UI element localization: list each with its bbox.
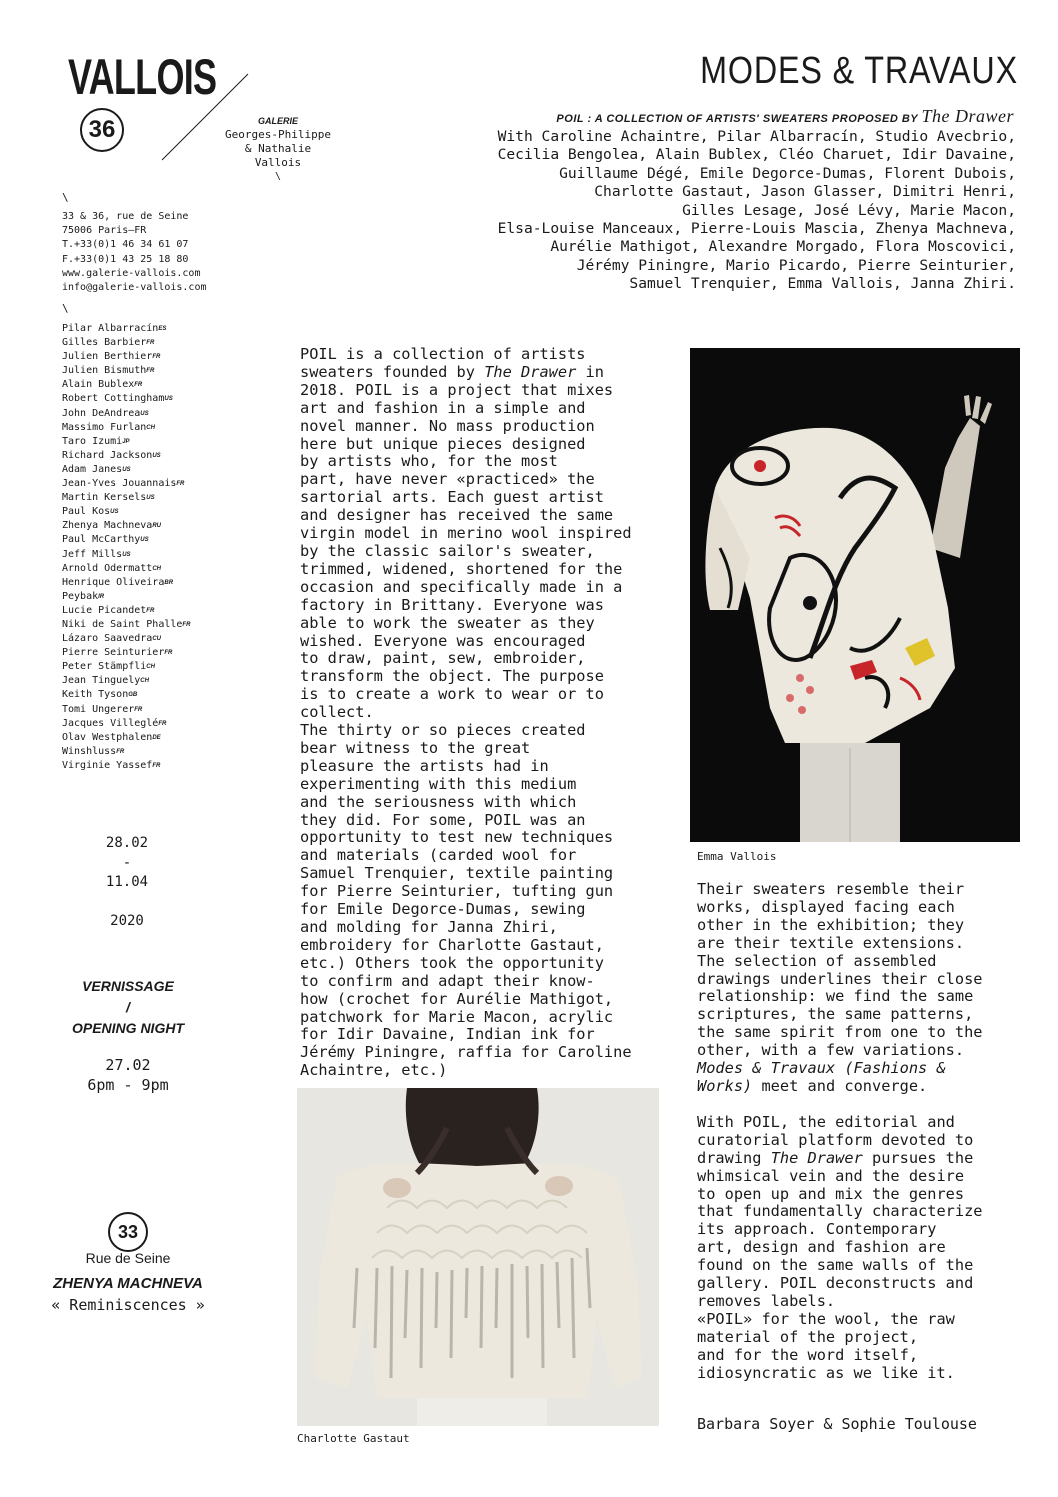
artist-list-item bbox=[62, 576, 190, 590]
artist-country-code: FR bbox=[152, 354, 161, 361]
artist-name: Alain Bublex bbox=[62, 379, 135, 391]
artist-country-code: IR bbox=[98, 593, 105, 600]
galerie-name-1: Georges-Philippe bbox=[225, 128, 331, 141]
artists-line: With Caroline Achaintre, Pilar Albarracín, Studio Avecbrio, bbox=[497, 128, 1016, 145]
artist-name: Jeff Mills bbox=[62, 548, 123, 560]
phone-number: T.+33(0)1 46 34 61 07 bbox=[62, 239, 189, 251]
fax-number: F.+33(0)1 43 25 18 80 bbox=[62, 253, 189, 265]
galerie-block bbox=[218, 114, 338, 184]
exhibition-dates bbox=[62, 834, 192, 931]
text-run: With POIL, the editorial and curatorial platform devoted to drawing bbox=[697, 1112, 974, 1167]
subtitle-prefix: POIL : A COLLECTION OF ARTISTS' SWEATERS PROPOSED BY bbox=[556, 113, 918, 125]
date-start: 28.02 bbox=[105, 835, 149, 851]
vernissage-line-2: / bbox=[126, 999, 130, 1015]
artist-name: Jean-Yves Jouannais bbox=[62, 478, 177, 490]
artist-list-item bbox=[62, 336, 190, 350]
artist-list-item bbox=[62, 632, 190, 646]
text-run: Their sweaters resemble their works, displayed facing each other in the exhibition; they are their textile extensions. The selection of assembled drawings underlines their close relationship: we find the same scriptures, the same patterns, the same spirit from one to the other, with a few variations. bbox=[697, 880, 983, 1060]
artist-list-item bbox=[62, 449, 190, 463]
artist-list-item bbox=[62, 463, 190, 477]
artist-list-item bbox=[62, 435, 190, 449]
gallery-artist-list bbox=[62, 322, 190, 773]
artist-list-item bbox=[62, 717, 190, 731]
artist-list-item bbox=[62, 519, 190, 533]
artist-list-item bbox=[62, 562, 190, 576]
artists-line: Aurélie Mathigot, Alexandre Morgado, Flora Moscovici, bbox=[550, 238, 1016, 256]
artist-name: Julien Bismuth bbox=[62, 365, 147, 377]
artist-country-code: FR bbox=[158, 720, 167, 727]
vernissage-line-1: VERNISSAGE bbox=[82, 978, 174, 994]
body-paragraph-4 bbox=[697, 1114, 1027, 1383]
exhibition-subtitle bbox=[556, 106, 1014, 127]
artist-country-code: FR bbox=[134, 382, 143, 389]
other-show-title: « Reminiscences » bbox=[51, 1296, 205, 1314]
photo-charlotte-gastaut-sweater bbox=[297, 1088, 659, 1426]
artist-list-item bbox=[62, 590, 190, 604]
body-text-column-2 bbox=[697, 881, 1027, 1382]
artist-country-code: US bbox=[140, 410, 149, 417]
artist-name: Adam Janes bbox=[62, 463, 123, 475]
artist-name: Paul Kos bbox=[62, 506, 111, 518]
contact-tick-2: \ bbox=[62, 302, 69, 316]
artist-list-item bbox=[62, 477, 190, 491]
exhibition-title: MODES & TRAVAUX bbox=[700, 50, 1018, 92]
artist-country-code: FR bbox=[134, 706, 143, 713]
artist-name: Zhenya Machneva bbox=[62, 520, 153, 532]
artist-name: Richard Jackson bbox=[62, 449, 153, 461]
artist-country-code: JP bbox=[122, 438, 130, 445]
text-run-italic: The Drawer bbox=[484, 362, 577, 381]
text-run: pursues the whimsical vein and the desire to open up and mix the genres that fundamentally characterize its approach. Contemporary art, design and fashion are found on the same walls of the gallery. POIL deconstructs and removes labels. «POIL» for the wool, the raw material of the project, and for the word itself, idiosyncratic as we like it. bbox=[697, 1148, 983, 1382]
artist-country-code: CH bbox=[146, 424, 155, 431]
body-paragraph-3 bbox=[697, 881, 1027, 1096]
artists-line: Elsa-Louise Manceaux, Pierre-Louis Mascia, Zhenya Machneva, bbox=[497, 220, 1016, 238]
artist-name: Gilles Barbier bbox=[62, 337, 147, 349]
artist-name: Jacques Villeglé bbox=[62, 717, 159, 729]
artist-list-item bbox=[62, 759, 190, 773]
artist-name: John DeAndrea bbox=[62, 407, 141, 419]
artist-name: Paul McCarthy bbox=[62, 534, 141, 546]
subtitle-brand: The Drawer bbox=[921, 106, 1014, 126]
artists-line: Jérémy Piningre, Mario Picardo, Pierre Seinturier, bbox=[576, 256, 1016, 274]
artist-name: Pilar Albarracín bbox=[62, 323, 159, 334]
artist-country-code: US bbox=[122, 466, 131, 473]
artists-line: Samuel Trenquier, Emma Vallois, Janna Zhiri. bbox=[629, 275, 1016, 293]
galerie-name-2: & Nathalie bbox=[244, 142, 312, 155]
artist-name: Olav Westphalen bbox=[62, 731, 153, 743]
artist-country-code: FR bbox=[182, 621, 191, 628]
text-run: in 2018. POIL is a project that mixes art and fashion in a simple and novel manner. No mass production here but unique pieces designed by artists who, for the most part, have never «practiced» the sartorial arts. Each guest artist and designer has received the same virgin model in merino wool inspired by the classic sailor's sweater, trimmed, widened, shortened for the occasion and specifically made in a factory in Brittany. Everyone was able to work the sweater as they wished. Everyone was encouraged to draw, paint, sew, embroider, transform the object. The purpose is to create a work to wear or to collect. bbox=[300, 362, 632, 722]
photo-caption-1: Emma Vallois bbox=[697, 850, 777, 863]
artist-name: Niki de Saint Phalle bbox=[62, 618, 183, 630]
artist-name: Keith Tyson bbox=[62, 689, 129, 701]
other-show-street: Rue de Seine bbox=[85, 1250, 171, 1266]
artist-country-code: RU bbox=[152, 523, 161, 530]
artist-country-code: GB bbox=[128, 692, 138, 699]
vernissage-date: 27.02 bbox=[105, 1056, 151, 1074]
participating-artists bbox=[416, 128, 1016, 294]
vernissage-time bbox=[50, 1055, 206, 1095]
date-end: 11.04 bbox=[105, 874, 149, 890]
artist-name: Pierre Seinturier bbox=[62, 647, 165, 659]
galerie-tick: \ bbox=[274, 171, 282, 182]
artist-list-item bbox=[62, 322, 190, 336]
artist-name: Jean Tinguely bbox=[62, 675, 141, 687]
artist-list-item bbox=[62, 646, 190, 660]
artist-country-code: FR bbox=[116, 748, 125, 755]
vernissage-hours: 6pm - 9pm bbox=[87, 1076, 169, 1094]
artist-name: Peter Stämpfli bbox=[62, 661, 147, 673]
artist-name: Peybak bbox=[62, 590, 99, 602]
artist-country-code: FR bbox=[146, 368, 155, 375]
artist-country-code: FR bbox=[176, 481, 185, 488]
artist-list-item bbox=[62, 350, 190, 364]
artist-list-item bbox=[62, 688, 190, 702]
artist-list-item bbox=[62, 378, 190, 392]
text-run-italic: The Drawer bbox=[770, 1148, 863, 1167]
authors-signature: Barbara Soyer & Sophie Toulouse bbox=[697, 1415, 977, 1433]
artist-country-code: US bbox=[110, 509, 119, 516]
artist-country-code: CH bbox=[152, 565, 161, 572]
artist-name: Massimo Furlan bbox=[62, 421, 147, 433]
artist-country-code: US bbox=[146, 495, 155, 502]
artist-list-item bbox=[62, 407, 190, 421]
other-show-artist: ZHENYA MACHNEVA bbox=[53, 1275, 203, 1292]
photo-emma-vallois-sweater bbox=[690, 348, 1020, 842]
artist-country-code: DE bbox=[152, 734, 161, 741]
artist-name: Martin Kersels bbox=[62, 492, 147, 504]
artist-list-item bbox=[62, 364, 190, 378]
artist-name: Lucie Picandet bbox=[62, 604, 147, 616]
artists-line: Charlotte Gastaut, Jason Glasser, Dimitri Henri, bbox=[594, 183, 1016, 201]
date-year: 2020 bbox=[110, 912, 144, 929]
logo-number-badge: 36 bbox=[80, 108, 124, 152]
website-link[interactable]: www.galerie-vallois.com bbox=[62, 267, 201, 279]
other-show-number-badge: 33 bbox=[108, 1212, 148, 1252]
artist-list-item bbox=[62, 491, 190, 505]
vernissage-heading bbox=[50, 976, 206, 1039]
artist-list-item bbox=[62, 421, 190, 435]
artist-country-code: BR bbox=[164, 579, 174, 586]
artist-list-item bbox=[62, 745, 190, 759]
artist-country-code: FR bbox=[146, 340, 155, 347]
artist-name: Tomi Ungerer bbox=[62, 703, 135, 715]
artist-country-code: FR bbox=[164, 650, 173, 657]
artist-list-item bbox=[62, 604, 190, 618]
artist-country-code: CH bbox=[140, 678, 149, 685]
address-line-2: 75006 Paris—FR bbox=[62, 225, 147, 237]
artist-country-code: ES bbox=[158, 326, 167, 332]
artist-country-code: FR bbox=[146, 607, 155, 614]
artist-name: Taro Izumi bbox=[62, 435, 123, 447]
contact-tick: \ bbox=[62, 191, 69, 204]
artist-list-item bbox=[62, 674, 190, 688]
artist-country-code: US bbox=[164, 396, 173, 403]
artists-line: Guillaume Dégé, Emile Degorce-Dumas, Florent Dubois, bbox=[559, 164, 1016, 182]
artist-list-item bbox=[62, 660, 190, 674]
email-link[interactable]: info@galerie-vallois.com bbox=[62, 282, 207, 294]
address-line-1: 33 & 36, rue de Seine bbox=[62, 211, 189, 222]
body-text-column-1 bbox=[300, 346, 670, 1080]
gallery-logo: VALLOIS bbox=[68, 49, 217, 105]
body-paragraph-2: The thirty or so pieces created bear witness to the great pleasure the artists had in experimenting with this medium and the seriousness with which they did. For some, POIL was an opportunity to test new techniques and materials (carded wool for Samuel Trenquier, textile painting for Pierre Seinturier, tufting gun for Emile Degorce-Dumas, sewing and molding for Janna Zhiri, embroidery for Charlotte Gastaut, etc.) Others took the opportunity to confirm and adapt their know- how (crochet for Aurélie Mathigot, patchwork for Marie Macon, acrylic for Idir Davaine, Indian ink for Jérémy Piningre, raffia for Caroline Achaintre, etc.) bbox=[300, 721, 632, 1080]
artist-country-code: CU bbox=[152, 636, 161, 643]
artists-line: Cecilia Bengolea, Alain Bublex, Cléo Charuet, Idir Davaine, bbox=[497, 146, 1016, 164]
artist-list-item bbox=[62, 618, 190, 632]
artist-name: Lázaro Saavedra bbox=[62, 633, 153, 645]
vernissage-line-3: OPENING NIGHT bbox=[71, 1020, 184, 1036]
body-paragraph-1 bbox=[300, 346, 670, 722]
galerie-label: GALERIE bbox=[257, 116, 298, 126]
artist-name: Winshluss bbox=[62, 745, 117, 757]
artist-country-code: US bbox=[152, 452, 161, 459]
text-run-italic: Modes & Travaux (Fashions & Works) bbox=[697, 1059, 946, 1095]
artist-name: Robert Cottingham bbox=[62, 393, 165, 405]
artist-list-item bbox=[62, 548, 190, 562]
artist-list-item bbox=[62, 703, 190, 717]
artist-country-code: US bbox=[122, 551, 131, 558]
text-run: POIL is a collection of artists sweaters founded by bbox=[300, 345, 586, 381]
date-dash: - bbox=[122, 854, 132, 871]
artist-country-code: US bbox=[140, 537, 149, 544]
artist-name: Julien Berthier bbox=[62, 351, 153, 363]
artists-line: Gilles Lesage, José Lévy, Marie Macon, bbox=[682, 201, 1016, 219]
artist-list-item bbox=[62, 731, 190, 745]
photo-caption-2: Charlotte Gastaut bbox=[297, 1432, 410, 1445]
artist-name: Henrique Oliveira bbox=[62, 576, 165, 588]
galerie-name-3: Vallois bbox=[254, 156, 302, 169]
contact-block bbox=[62, 192, 207, 315]
artist-list-item bbox=[62, 392, 190, 406]
artist-name: Arnold Odermatt bbox=[62, 562, 153, 574]
text-run: meet and converge. bbox=[752, 1076, 928, 1095]
artist-country-code: FR bbox=[152, 762, 161, 769]
artist-country-code: CH bbox=[146, 664, 155, 671]
artist-list-item bbox=[62, 505, 190, 519]
artist-name: Virginie Yassef bbox=[62, 759, 153, 771]
artist-list-item bbox=[62, 533, 190, 547]
